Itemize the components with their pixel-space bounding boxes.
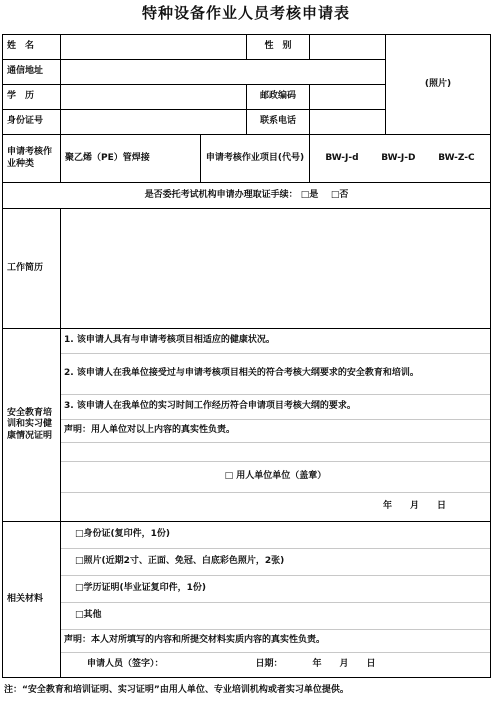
address-field[interactable]: [61, 60, 386, 85]
project-code: BW-Z-C: [438, 152, 475, 163]
project-code: BW-J-d: [325, 152, 359, 163]
label-gender: 性 别: [247, 35, 310, 60]
label-postcode: 邮政编码: [247, 85, 310, 110]
label-training-section: 安全教育培训和实习健康情况证明: [3, 329, 61, 522]
sign-date: 年 月 日: [312, 659, 376, 670]
gender-field[interactable]: [310, 35, 386, 60]
project-code: BW-J-D: [381, 152, 416, 163]
entrust-no-checkbox[interactable]: □否: [330, 189, 349, 200]
employer-seal: □ 用人单位单位（盖章）: [61, 462, 490, 493]
training-item: 1. 该申请人具有与申请考核项目相适应的健康状况。: [61, 329, 490, 354]
label-id-number: 身份证号: [3, 110, 61, 135]
materials-declaration: 声明：本人对所填写的内容和所提交材料实质内容的真实性负责。: [61, 630, 490, 653]
training-item: 3. 该申请人在我单位的实习时间工作经历符合申请项目考核大纲的要求。: [61, 395, 490, 420]
application-form-table: [2, 34, 491, 678]
label-work-history: 工作简历: [3, 209, 61, 329]
name-field[interactable]: [61, 35, 247, 60]
entrust-row: [3, 183, 491, 209]
education-field[interactable]: [61, 85, 247, 110]
material-checkbox-item[interactable]: □学历证明(毕业证复印件，1份): [61, 576, 490, 603]
label-materials-section: 相关材料: [3, 522, 61, 678]
phone-field[interactable]: [310, 110, 386, 135]
project-codes: [310, 135, 491, 183]
entrust-question: 是否委托考试机构申请办理取证手续：: [144, 189, 298, 200]
applicant-sign-row: [61, 653, 490, 677]
form-title: 特种设备作业人员考核申请表: [141, 4, 350, 22]
materials-section-body: [61, 522, 491, 678]
label-name: 姓 名: [3, 35, 61, 60]
training-date: 年 月 日: [382, 501, 446, 512]
id-number-field[interactable]: [61, 110, 247, 135]
applicant-sign-label: 申请人员（签字）：: [87, 659, 164, 670]
material-checkbox-item[interactable]: □身份证(复印件，1份): [61, 522, 490, 549]
work-history-field[interactable]: [61, 209, 491, 329]
postcode-field[interactable]: [310, 85, 386, 110]
label-category: 申请考核作业种类: [3, 135, 61, 183]
photo-box: (照片): [386, 35, 491, 135]
footer-note: 注：“安全教育和培训证明、实习证明”由用人单位、专业培训机构或者实习单位提供。: [4, 685, 349, 695]
training-section-body: [61, 329, 491, 522]
training-blank-line: [61, 443, 490, 462]
material-checkbox-item[interactable]: □照片(近期2寸、正面、免冠、白底彩色照片，2张): [61, 549, 490, 576]
label-address: 通信地址: [3, 60, 61, 85]
label-education: 学 历: [3, 85, 61, 110]
label-project: 申请考核作业项目(代号): [201, 135, 310, 183]
training-declaration: 声明：用人单位对以上内容的真实性负责。: [61, 420, 490, 443]
label-phone: 联系电话: [247, 110, 310, 135]
entrust-yes-checkbox[interactable]: □是: [300, 189, 319, 200]
sign-date-label: 日期：: [255, 659, 283, 670]
material-checkbox-item[interactable]: □其他: [61, 603, 490, 630]
training-item: 2. 该申请人在我单位接受过与申请考核项目相关的符合考核大纲要求的安全教育和培训。: [61, 354, 490, 395]
category-value: 聚乙烯（PE）管焊接: [61, 135, 201, 183]
